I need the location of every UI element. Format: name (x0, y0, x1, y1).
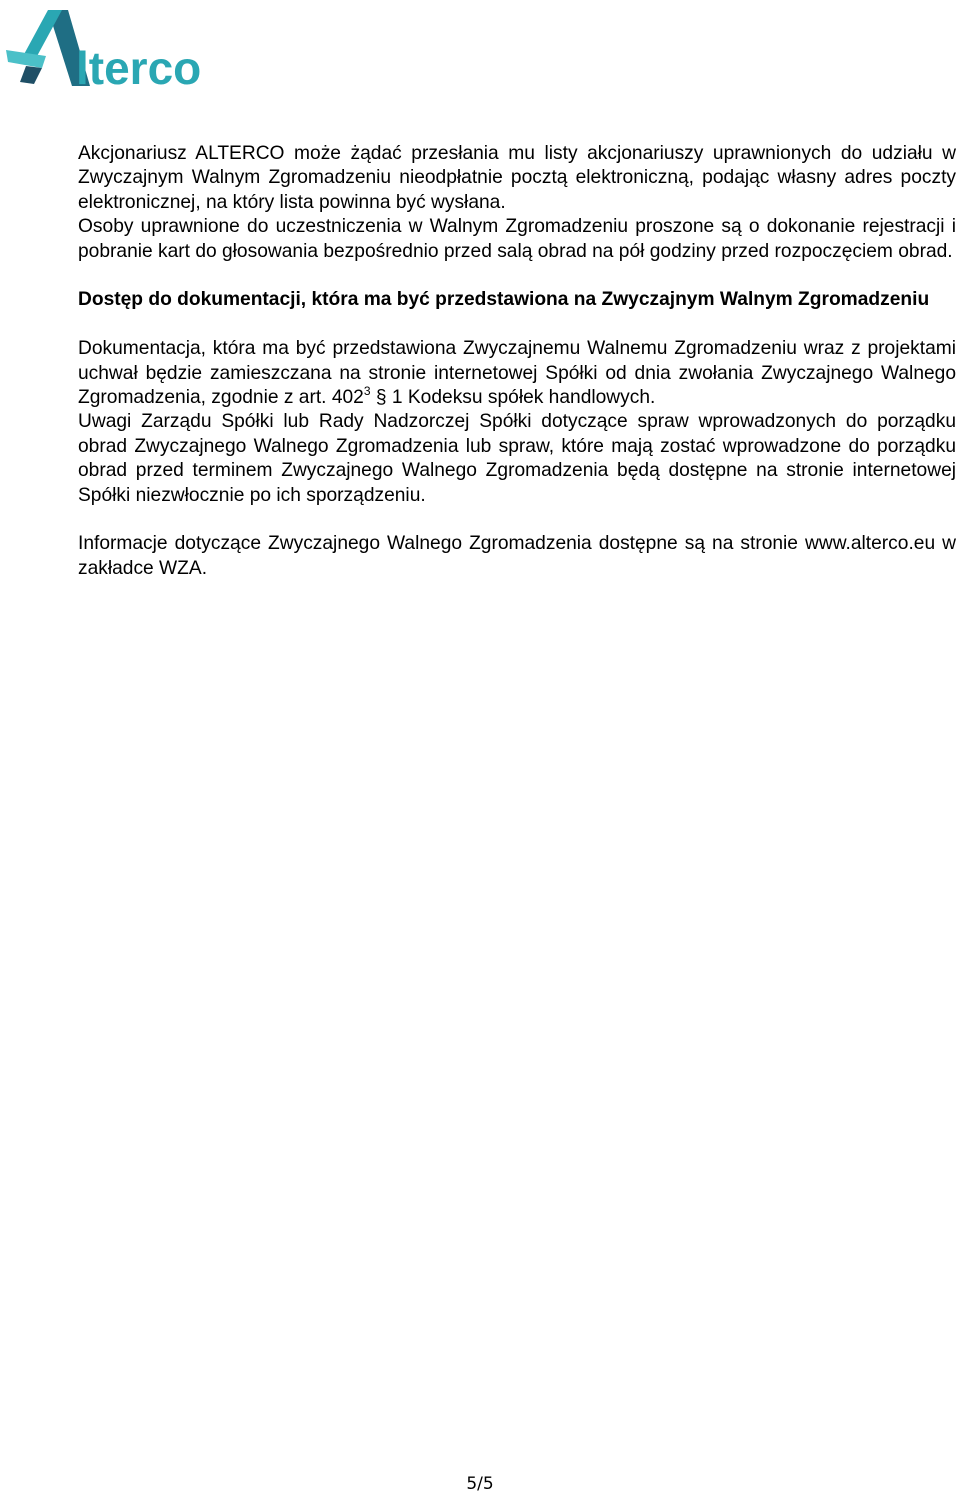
alterco-logo (6, 6, 216, 90)
page-number: 5/5 (466, 1474, 494, 1494)
documentation-text-end: § 1 Kodeksu spółek handlowych. (370, 387, 656, 409)
alterco-logo-graphic (6, 6, 216, 90)
document-body (78, 142, 956, 581)
documentation-text-start: Dokumentacja, która ma być przedstawiona Zwyczajnemu Walnemu Zgromadzeniu wraz z projektami uchwał będzie zamieszczana na stronie internetowej Spółki od dnia zwołania Zwyczajnego Walnego Zgromadzenia, zgodnie z art. 402 (78, 338, 956, 409)
logo-wordmark: lterco (76, 42, 202, 90)
paragraph-documentation (78, 337, 956, 410)
spacer (78, 508, 956, 532)
paragraph-shareholder-list: Akcjonariusz ALTERCO może żądać przesłania mu listy akcjonariuszy uprawnionych do udziału w Zwyczajnym Walnym Zgromadzeniu nieodpłatnie pocztą elektroniczną, podając własny adres poczty elektronicznej, na który lista powinna być wysłana. (78, 143, 956, 213)
article-superscript: 3 (363, 383, 371, 398)
paragraph-registration: Osoby uprawnione do uczestniczenia w Walnym Zgromadzeniu proszone są o dokonanie rejestracji i pobranie kart do głosowania bezpośrednio przed salą obrad na pół godziny przed rozpoczęciem obrad. (78, 216, 956, 262)
paragraph-board-remarks: Uwagi Zarządu Spółki lub Rady Nadzorczej Spółki dotyczące spraw wprowadzonych do porządku obrad Zwyczajnego Walnego Zgromadzenia lub spraw, które mają zostać wprowadzone do porządku obrad przed terminem Zwyczajnego Walnego Zgromadzenia będą dostępne na stronie internetowej Spółki niezwłocznie po ich sporządzeniu. (78, 411, 956, 506)
logo-a-foot (20, 66, 42, 84)
spacer (78, 264, 956, 288)
paragraph-information-website: Informacje dotyczące Zwyczajnego Walnego Zgromadzenia dostępne są na stronie www.alterco.eu w zakładce WZA. (78, 533, 956, 579)
spacer (78, 313, 956, 337)
section-heading-documentation: Dostęp do dokumentacji, która ma być przedstawiona na Zwyczajnym Walnym Zgromadzeniu (78, 289, 930, 311)
